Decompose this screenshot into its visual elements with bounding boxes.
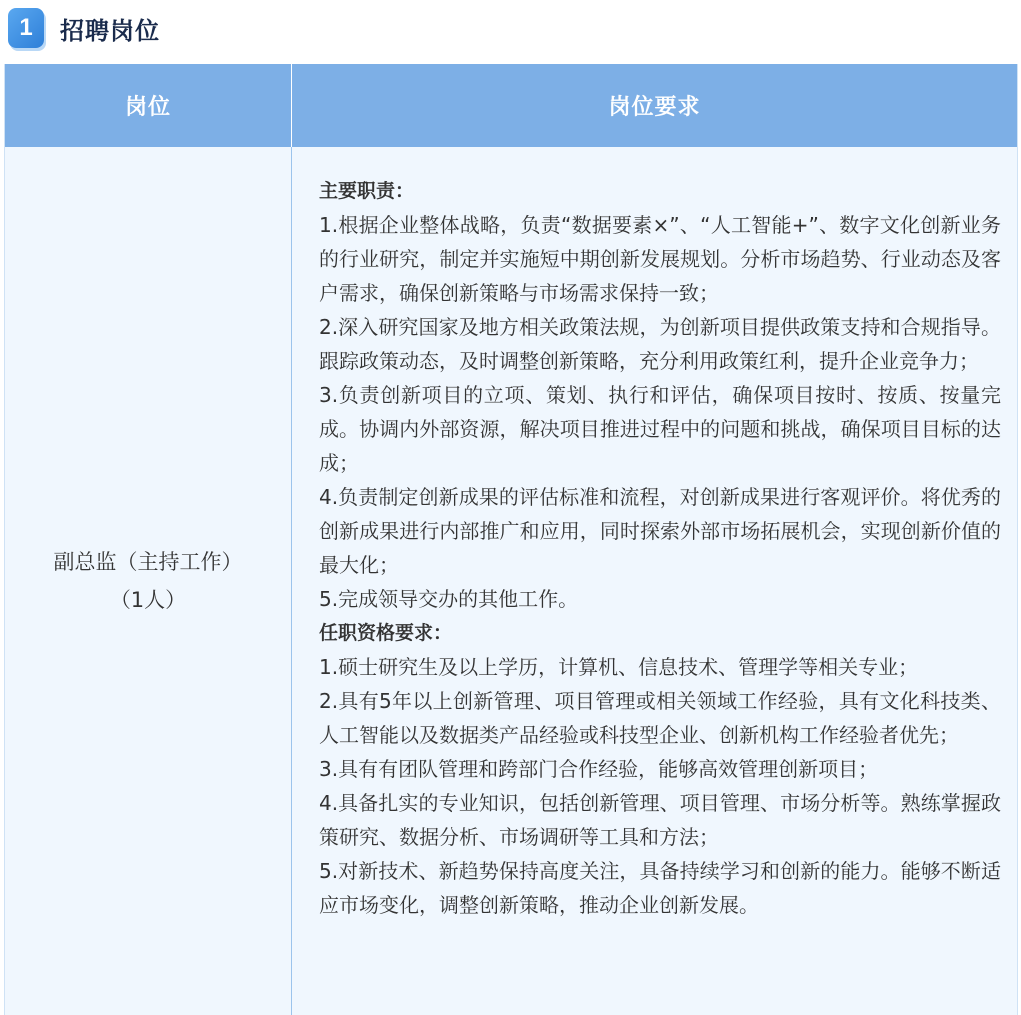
qualification-item: 4.具备扎实的专业知识，包括创新管理、项目管理、市场分析等。熟练掌握政策研究、数据分析、市场调研等工具和方法； — [319, 791, 1001, 849]
duty-item: 4.负责制定创新成果的评估标准和流程，对创新成果进行客观评价。将优秀的创新成果进行内部推广和应用，同时探索外部市场拓展机会，实现创新价值的最大化； — [319, 485, 1001, 577]
header-position: 岗位 — [5, 64, 292, 147]
qualifications-heading: 任职资格要求： — [319, 622, 453, 644]
qualification-item: 2.具有5年以上创新管理、项目管理或相关领域工作经验，具有文化科技类、人工智能以及数据类产品经验或科技型企业、创新机构工作经验者优先； — [319, 689, 1001, 747]
table-header-row — [5, 64, 1017, 147]
position-name: 副总监（主持工作） — [53, 550, 243, 574]
duty-item: 2.深入研究国家及地方相关政策法规，为创新项目提供政策支持和合规指导。跟踪政策动态，及时调整创新策略，充分利用政策红利，提升企业竞争力； — [319, 315, 1001, 373]
recruitment-table — [4, 64, 1018, 1015]
position-cell — [5, 147, 291, 1015]
requirements-cell — [319, 174, 1001, 922]
column-divider — [291, 147, 292, 1015]
section-header — [8, 6, 160, 50]
duty-item: 5.完成领导交办的其他工作。 — [319, 587, 579, 611]
qualification-item: 5.对新技术、新趋势保持高度关注，具备持续学习和创新的能力。能够不断适应市场变化，调整创新策略，推动企业创新发展。 — [319, 859, 1001, 917]
qualification-item: 1.硕士研究生及以上学历，计算机、信息技术、管理学等相关专业； — [319, 655, 919, 679]
section-number-badge: 1 — [8, 8, 44, 48]
duty-item: 3.负责创新项目的立项、策划、执行和评估，确保项目按时、按质、按量完成。协调内外部资源，解决项目推进过程中的问题和挑战，确保项目目标的达成； — [319, 383, 1001, 475]
header-requirements: 岗位要求 — [608, 95, 701, 120]
duty-item: 1.根据企业整体战略，负责“数据要素×”、“人工智能+”、数字文化创新业务的行业研究，制定并实施短中期创新发展规划。分析市场趋势、行业动态及客户需求，确保创新策略与市场需求保持一致； — [319, 213, 1001, 305]
position-count: （1人） — [109, 588, 187, 612]
duties-heading: 主要职责： — [319, 180, 415, 202]
section-title: 招聘岗位 — [60, 16, 160, 45]
qualification-item: 3.具有有团队管理和跨部门合作经验，能够高效管理创新项目； — [319, 757, 879, 781]
